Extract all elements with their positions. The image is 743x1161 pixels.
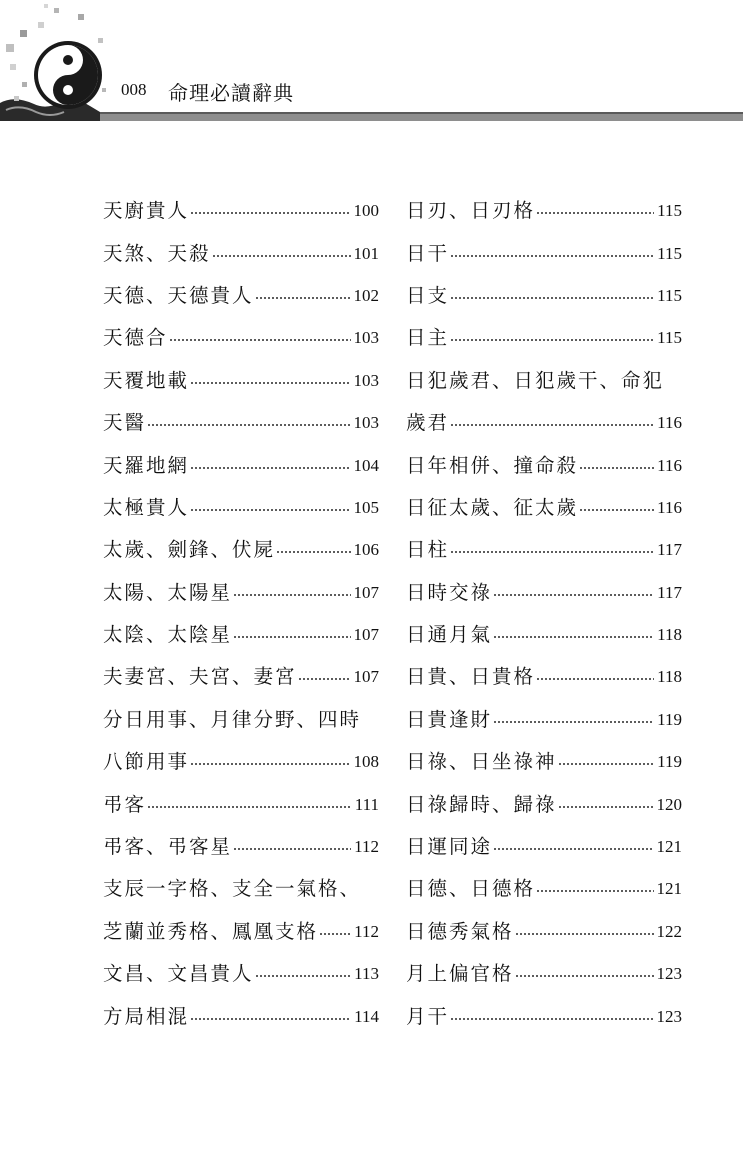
toc-entry-page: 117 bbox=[657, 540, 682, 560]
toc-entry-page: 107 bbox=[353, 667, 379, 687]
toc-entry-label: 日支 bbox=[406, 283, 450, 307]
toc-entry-page: 103 bbox=[353, 370, 379, 390]
dot-leader bbox=[169, 339, 351, 341]
yin-yang-icon bbox=[34, 41, 102, 109]
toc-entry bbox=[406, 570, 682, 612]
toc-entry-page: 112 bbox=[354, 837, 379, 857]
dot-leader bbox=[536, 212, 654, 214]
toc-entry-label: 夫妻宮、夫宮、妻宮 bbox=[103, 665, 297, 689]
toc-entry-page: 115 bbox=[657, 285, 682, 305]
toc-entry-page: 116 bbox=[657, 455, 682, 475]
toc-entry-label: 太歲、劍鋒、伏屍 bbox=[103, 538, 276, 562]
toc-entry-label: 月上偏官格 bbox=[406, 962, 514, 986]
dot-leader bbox=[190, 382, 350, 384]
toc-left-column bbox=[103, 188, 379, 1036]
toc-entry-label: 天德、天德貴人 bbox=[103, 283, 254, 307]
toc-entry-page: 118 bbox=[657, 667, 682, 687]
toc-entry-label: 弔客、弔客星 bbox=[103, 835, 233, 859]
toc-entry bbox=[406, 739, 682, 781]
dot-leader bbox=[190, 467, 350, 469]
dot-leader bbox=[493, 848, 653, 850]
dot-leader bbox=[319, 933, 351, 935]
toc-entry bbox=[103, 697, 379, 739]
toc-entry-label: 弔客 bbox=[103, 792, 147, 816]
toc-entry-page: 117 bbox=[657, 582, 682, 602]
toc-entry-page: 119 bbox=[657, 752, 682, 772]
toc-entry-page: 115 bbox=[657, 328, 682, 348]
toc-entry bbox=[406, 781, 682, 823]
toc-entry bbox=[103, 654, 379, 696]
toc-entry-label: 日德秀氣格 bbox=[406, 919, 514, 943]
dot-leader bbox=[450, 424, 654, 426]
page-number: 008 bbox=[121, 80, 147, 99]
dot-leader bbox=[450, 1018, 653, 1020]
toc-entry bbox=[406, 273, 682, 315]
toc-entry bbox=[103, 570, 379, 612]
toc-entry-label: 日德、日德格 bbox=[406, 877, 536, 901]
toc-entry-label: 日祿、日坐祿神 bbox=[406, 750, 557, 774]
toc-entry-label: 日時交祿 bbox=[406, 580, 493, 604]
toc-entry-page: 119 bbox=[657, 709, 682, 729]
toc-entry-label: 日刃、日刃格 bbox=[406, 199, 536, 223]
toc-entry bbox=[406, 442, 682, 484]
toc-entry-label: 日貴逢財 bbox=[406, 707, 493, 731]
toc-entry bbox=[103, 358, 379, 400]
dot-leader bbox=[212, 255, 351, 257]
toc-entry bbox=[103, 273, 379, 315]
toc-entry bbox=[406, 358, 682, 400]
toc-entry-label: 天羅地網 bbox=[103, 453, 190, 477]
toc-entry bbox=[103, 485, 379, 527]
toc-entry-page: 116 bbox=[657, 497, 682, 517]
dot-leader bbox=[450, 339, 654, 341]
dot-leader bbox=[233, 594, 350, 596]
dot-leader bbox=[579, 467, 654, 469]
toc-entry-page: 107 bbox=[353, 582, 379, 602]
toc-entry bbox=[103, 612, 379, 654]
dot-leader bbox=[536, 890, 653, 892]
dot-leader bbox=[558, 763, 655, 765]
dot-leader bbox=[515, 933, 654, 935]
toc-entry bbox=[103, 824, 379, 866]
toc-entry bbox=[103, 527, 379, 569]
dot-leader bbox=[190, 212, 350, 214]
toc-entry-label: 太極貴人 bbox=[103, 495, 190, 519]
toc-entry-label: 日主 bbox=[406, 326, 450, 350]
toc-entry-label: 支辰一字格、支全一氣格、 bbox=[103, 877, 362, 901]
toc-entry bbox=[406, 188, 682, 230]
toc-entry bbox=[103, 230, 379, 272]
toc-entry-page: 115 bbox=[657, 243, 682, 263]
toc-entry bbox=[406, 824, 682, 866]
toc-entry-label: 日年相併、撞命殺 bbox=[406, 453, 579, 477]
toc-entry-label: 日征太歲、征太歲 bbox=[406, 495, 579, 519]
toc-entry-label: 日祿歸時、歸祿 bbox=[406, 792, 557, 816]
toc-entry bbox=[103, 442, 379, 484]
dot-leader bbox=[255, 975, 352, 977]
toc-entry-page: 105 bbox=[353, 497, 379, 517]
toc-entry-page: 115 bbox=[657, 201, 682, 221]
toc-entry-label: 日柱 bbox=[406, 538, 450, 562]
toc-entry-label: 天煞、天殺 bbox=[103, 241, 211, 265]
dot-leader bbox=[558, 806, 654, 808]
dot-leader bbox=[450, 297, 654, 299]
toc-entry-page: 116 bbox=[657, 413, 682, 433]
page-header bbox=[0, 0, 743, 130]
toc-entry-label: 分日用事、月律分野、四時 bbox=[103, 707, 362, 731]
toc-entry-label: 天覆地載 bbox=[103, 368, 190, 392]
toc-entry bbox=[406, 527, 682, 569]
toc-entry-label: 太陽、太陽星 bbox=[103, 580, 233, 604]
dot-leader bbox=[298, 678, 351, 680]
toc-entry bbox=[406, 315, 682, 357]
toc-entry-page: 120 bbox=[656, 794, 682, 814]
toc-entry-page: 118 bbox=[657, 625, 682, 645]
toc-entry-label: 八節用事 bbox=[103, 750, 190, 774]
toc-entry-page: 102 bbox=[353, 285, 379, 305]
toc-right-column bbox=[406, 188, 682, 1036]
toc-entry-page: 100 bbox=[353, 201, 379, 221]
toc-entry bbox=[103, 400, 379, 442]
toc-entry bbox=[406, 400, 682, 442]
dot-leader bbox=[493, 721, 654, 723]
toc-entry bbox=[103, 993, 379, 1035]
toc-entry bbox=[103, 866, 379, 908]
toc-entry bbox=[406, 485, 682, 527]
toc-entry-page: 121 bbox=[656, 879, 682, 899]
toc-entry bbox=[406, 654, 682, 696]
toc-entry-page: 104 bbox=[353, 455, 379, 475]
toc-entry-page: 103 bbox=[353, 413, 379, 433]
toc-entry-label: 日通月氣 bbox=[406, 623, 493, 647]
toc-entry bbox=[103, 739, 379, 781]
toc-entry-page: 122 bbox=[656, 921, 682, 941]
toc-entry bbox=[103, 909, 379, 951]
toc-entry-label: 歲君 bbox=[406, 411, 450, 435]
toc-entry-page: 121 bbox=[656, 837, 682, 857]
dot-leader bbox=[536, 678, 654, 680]
toc-entry-label: 芝蘭並秀格、鳳凰支格 bbox=[103, 919, 319, 943]
dot-leader bbox=[190, 763, 350, 765]
toc-entry-label: 文昌、文昌貴人 bbox=[103, 962, 254, 986]
toc-entry-label: 太陰、太陰星 bbox=[103, 623, 233, 647]
dot-leader bbox=[255, 297, 351, 299]
toc-entry-label: 方局相混 bbox=[103, 1004, 190, 1028]
toc-entry bbox=[406, 866, 682, 908]
toc-entry-label: 天德合 bbox=[103, 326, 168, 350]
dot-leader bbox=[276, 551, 350, 553]
toc-entry-label: 月干 bbox=[406, 1004, 450, 1028]
toc-entry bbox=[406, 909, 682, 951]
toc-entry-page: 111 bbox=[354, 794, 379, 814]
toc-entry bbox=[103, 315, 379, 357]
header-decoration bbox=[0, 0, 743, 130]
toc-entry-page: 107 bbox=[353, 625, 379, 645]
toc-entry-label: 天醫 bbox=[103, 411, 147, 435]
toc-entry-page: 103 bbox=[353, 328, 379, 348]
toc-entry bbox=[103, 951, 379, 993]
dot-leader bbox=[450, 255, 654, 257]
toc-entry-page: 112 bbox=[354, 921, 379, 941]
toc-entry-page: 106 bbox=[353, 540, 379, 560]
book-title: 命理必讀辭典 bbox=[168, 81, 294, 105]
toc-entry bbox=[103, 188, 379, 230]
toc-entry bbox=[406, 230, 682, 272]
dot-leader bbox=[233, 636, 350, 638]
dot-leader bbox=[493, 594, 654, 596]
dot-leader bbox=[515, 975, 654, 977]
toc-entry-label: 天廚貴人 bbox=[103, 199, 190, 223]
toc-entry-label: 日貴、日貴格 bbox=[406, 665, 536, 689]
toc-entry-page: 123 bbox=[656, 1006, 682, 1026]
dot-leader bbox=[450, 551, 654, 553]
toc-entry bbox=[406, 951, 682, 993]
dot-leader bbox=[190, 509, 350, 511]
toc-entry-page: 108 bbox=[353, 752, 379, 772]
toc-entry-page: 114 bbox=[354, 1006, 379, 1026]
toc-entry-label: 日犯歲君、日犯歲干、命犯 bbox=[406, 368, 665, 392]
toc-entry bbox=[406, 993, 682, 1035]
toc-entry-page: 123 bbox=[656, 964, 682, 984]
toc-entry bbox=[103, 781, 379, 823]
dot-leader bbox=[190, 1018, 351, 1020]
toc-entry-page: 101 bbox=[353, 243, 379, 263]
toc-entry bbox=[406, 697, 682, 739]
dot-leader bbox=[147, 806, 352, 808]
toc-entry bbox=[406, 612, 682, 654]
toc-entry-label: 日運同途 bbox=[406, 835, 493, 859]
dot-leader bbox=[233, 848, 351, 850]
dot-leader bbox=[147, 424, 350, 426]
toc-entry-page: 113 bbox=[354, 964, 379, 984]
dot-leader bbox=[493, 636, 654, 638]
dot-leader bbox=[579, 509, 654, 511]
toc-entry-label: 日干 bbox=[406, 241, 450, 265]
